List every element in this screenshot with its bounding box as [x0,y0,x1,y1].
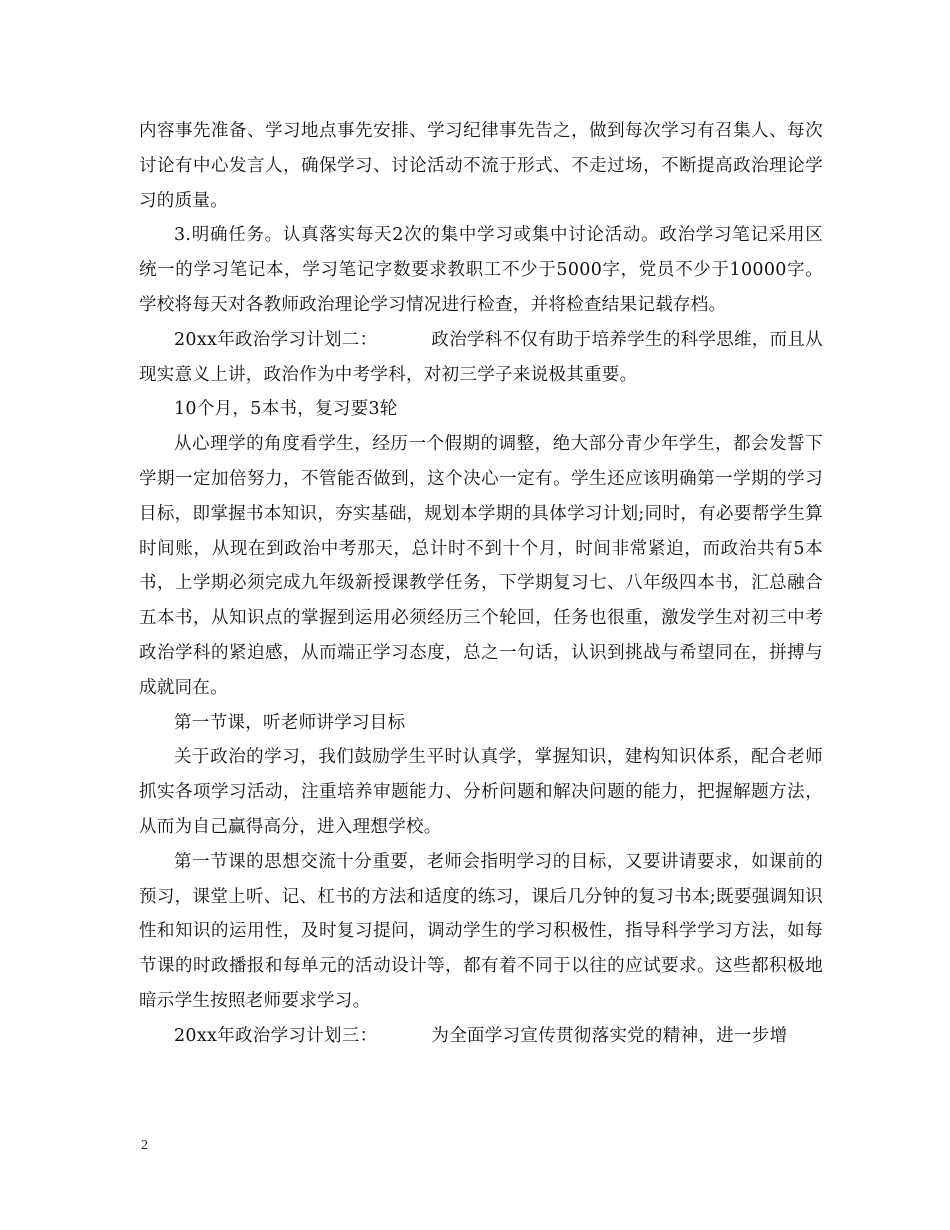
paragraph-first-lesson-exchange: 第一节课的思想交流十分重要，老师会指明学习的目标，又要讲请要求，如课前的预习，课堂上听、记、杠书的方法和适度的练习，课后几分钟的复习书本;既要强调知识性和知识的运用性，及时复习提问，调动学生的学习积极性，指导科学学习方法，如每节课的时政播报和每单元的活动设计等，都有着不同于以往的应试要求。这些都积极地暗示学生按照老师要求学习。 [139,851,823,1011]
document-body [139,114,823,1054]
paragraph-plan-three [139,1019,823,1054]
plan-three-heading: 20xx年政治学习计划三： [174,1025,378,1046]
plan-three-text: 为全面学习宣传贯彻落实党的精神，进一步增 [431,1025,788,1046]
paragraph-first-lesson-subheading: 第一节课，听老师讲学习目标 [174,712,406,733]
paragraph-study-arrangements: 内容事先准备、学习地点事先安排、学习纪律事先告之，做到每次学习有召集人、每次讨论有中心发言人，确保学习、讨论活动不流于形式、不走过场，不断提高政治理论学习的质量。 [139,121,823,211]
paragraph-clarify-tasks: 3.明确任务。认真落实每天2次的集中学习或集中讨论活动。政治学习笔记采用区统一的学习笔记本，学习笔记字数要求教职工不少于5000字，党员不少于10000字。学校将每天对各教师政治理论学习情况进行检查，并将检查结果记载存档。 [139,225,823,315]
plan-two-heading: 20xx年政治学习计划二： [174,329,378,350]
paragraph-student-psychology: 从心理学的角度看学生，经历一个假期的调整，绝大部分青少年学生，都会发誓下学期一定加倍努力，不管能否做到，这个决心一定有。学生还应该明确第一学期的学习目标，即掌握书本知识，夯实基础，规划本学期的具体学习计划;同时，有必要帮学生算时间账，从现在到政治中考那天，总计时不到十个月，时间非常紧迫，而政治共有5本书，上学期必须完成九年级新授课教学任务，下学期复习七、八年级四本书，汇总融合五本书，从知识点的掌握到运用必须经历三个轮回，任务也很重，激发学生对初三中考政治学科的紧迫感，从而端正学习态度，总之一句话，认识到挑战与希望同在，拼搏与成就同在。 [139,434,823,698]
paragraph-political-study: 关于政治的学习，我们鼓励学生平时认真学，掌握知识，建构知识体系，配合老师抓实各项学习活动，注重培养审题能力、分析问题和解决问题的能力，把握解题方法，从而为自己赢得高分，进入理想学校。 [139,747,823,837]
plan-two-text: 政治学科不仅有助于培养学生的科学思维，而且从现实意义上讲，政治作为中考学科，对初三学子来说极其重要。 [139,329,824,385]
page-number: 2 [141,1138,148,1153]
paragraph-review-subheading: 10个月，5本书，复习要3轮 [174,399,398,420]
paragraph-plan-two [139,323,823,393]
